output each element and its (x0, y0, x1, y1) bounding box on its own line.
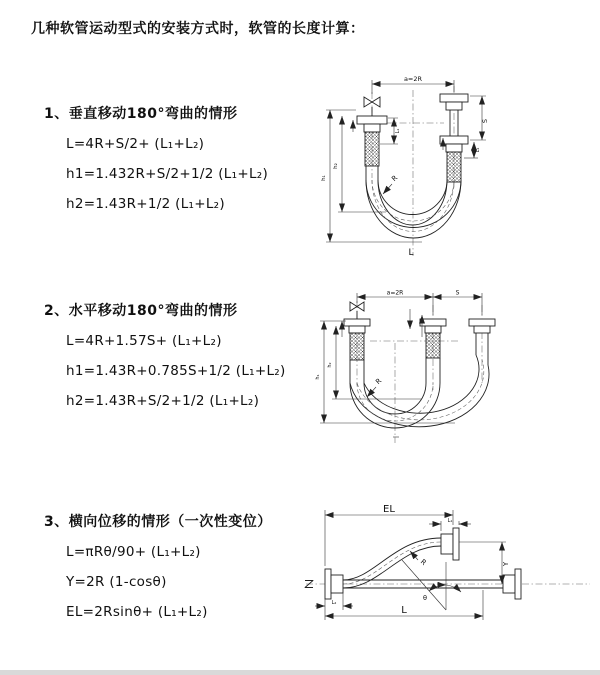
section-2-formulas (44, 326, 286, 416)
diagram-lateral-displacement (298, 498, 598, 663)
dim-label-h1: h₁ (321, 175, 327, 181)
dim-label-y: Y (502, 561, 510, 567)
dimension-l1 (429, 518, 471, 531)
diagram-horizontal-180-bend (310, 285, 600, 455)
formula-length: L=πRθ/90+ (L₁+L₂) (66, 544, 201, 560)
section-lateral-displacement (44, 511, 272, 627)
section-horizontal-180 (44, 300, 286, 416)
dimension-h2 (327, 326, 422, 399)
section-2-heading: 2、水平移动180°弯曲的情形 (44, 303, 238, 319)
diagram-vertical-180-bend (310, 70, 600, 260)
formula-length: L=4R+1.57S+ (L₁+L₂) (66, 333, 222, 349)
dim-label-l2: L₂ (331, 600, 337, 606)
dim-label-l: L (401, 605, 407, 616)
dim-label-a2r: a=2R (403, 75, 423, 83)
dim-label-l1: L₁ (475, 147, 481, 153)
formula-y: Y=2R (1-cosθ) (66, 574, 167, 590)
dim-label-l: L (408, 248, 414, 258)
formula-h1: h1=1.432R+S/2+1/2 (L₁+L₂) (66, 166, 269, 182)
flange-fittings (344, 319, 495, 365)
section-3-heading: 3、横向位移的情形（一次性变位） (44, 514, 272, 530)
dimension-s (470, 96, 489, 140)
dim-label-r: R (418, 557, 428, 568)
section-3-formulas (44, 537, 272, 627)
dim-label-r: R (390, 173, 400, 184)
formula-h2: h2=1.43R+S/2+1/2 (L₁+L₂) (66, 393, 260, 409)
dim-label-a2r: a=2R (386, 289, 404, 297)
section-1-formulas (44, 129, 268, 219)
flange-fittings (357, 94, 468, 182)
dim-label-h2: h₂ (333, 163, 339, 169)
page-title: 几种软管运动型式的安装方式时，软管的长度计算： (31, 21, 365, 37)
centerlines (372, 86, 454, 256)
radius-leader (367, 377, 383, 397)
page-bottom-edge (0, 670, 600, 675)
dim-label-l1: L₁ (395, 128, 401, 134)
section-vertical-180 (44, 103, 268, 219)
formula-el: EL=2Rsinθ+ (L₁+L₂) (66, 604, 208, 620)
dim-label-h2: h₂ (327, 362, 333, 368)
dim-label-s: S (455, 289, 460, 297)
formula-h2: h2=1.43R+1/2 (L₁+L₂) (66, 196, 225, 212)
formula-h1: h1=1.43R+0.785S+1/2 (L₁+L₂) (66, 363, 286, 379)
centerlines (357, 301, 482, 443)
formula-length: L=4R+S/2+ (L₁+L₂) (66, 136, 205, 152)
dim-label-el: EL (383, 504, 395, 515)
dimension-a2r (357, 290, 482, 316)
dim-label-theta: θ (423, 594, 427, 602)
section-1-heading: 1、垂直移动180°弯曲的情形 (44, 106, 238, 122)
dimension-s (433, 290, 482, 298)
hose-arcs (350, 355, 489, 428)
radius-leader (383, 174, 399, 194)
dimension-l2 (315, 593, 353, 610)
dimension-l (325, 590, 483, 620)
dim-label-s: S (481, 118, 489, 124)
angle-theta (402, 557, 461, 610)
dim-label-h1: h₁ (315, 374, 321, 380)
dim-label-r: R (374, 376, 384, 387)
dim-label-l1: L₁ (447, 518, 453, 524)
